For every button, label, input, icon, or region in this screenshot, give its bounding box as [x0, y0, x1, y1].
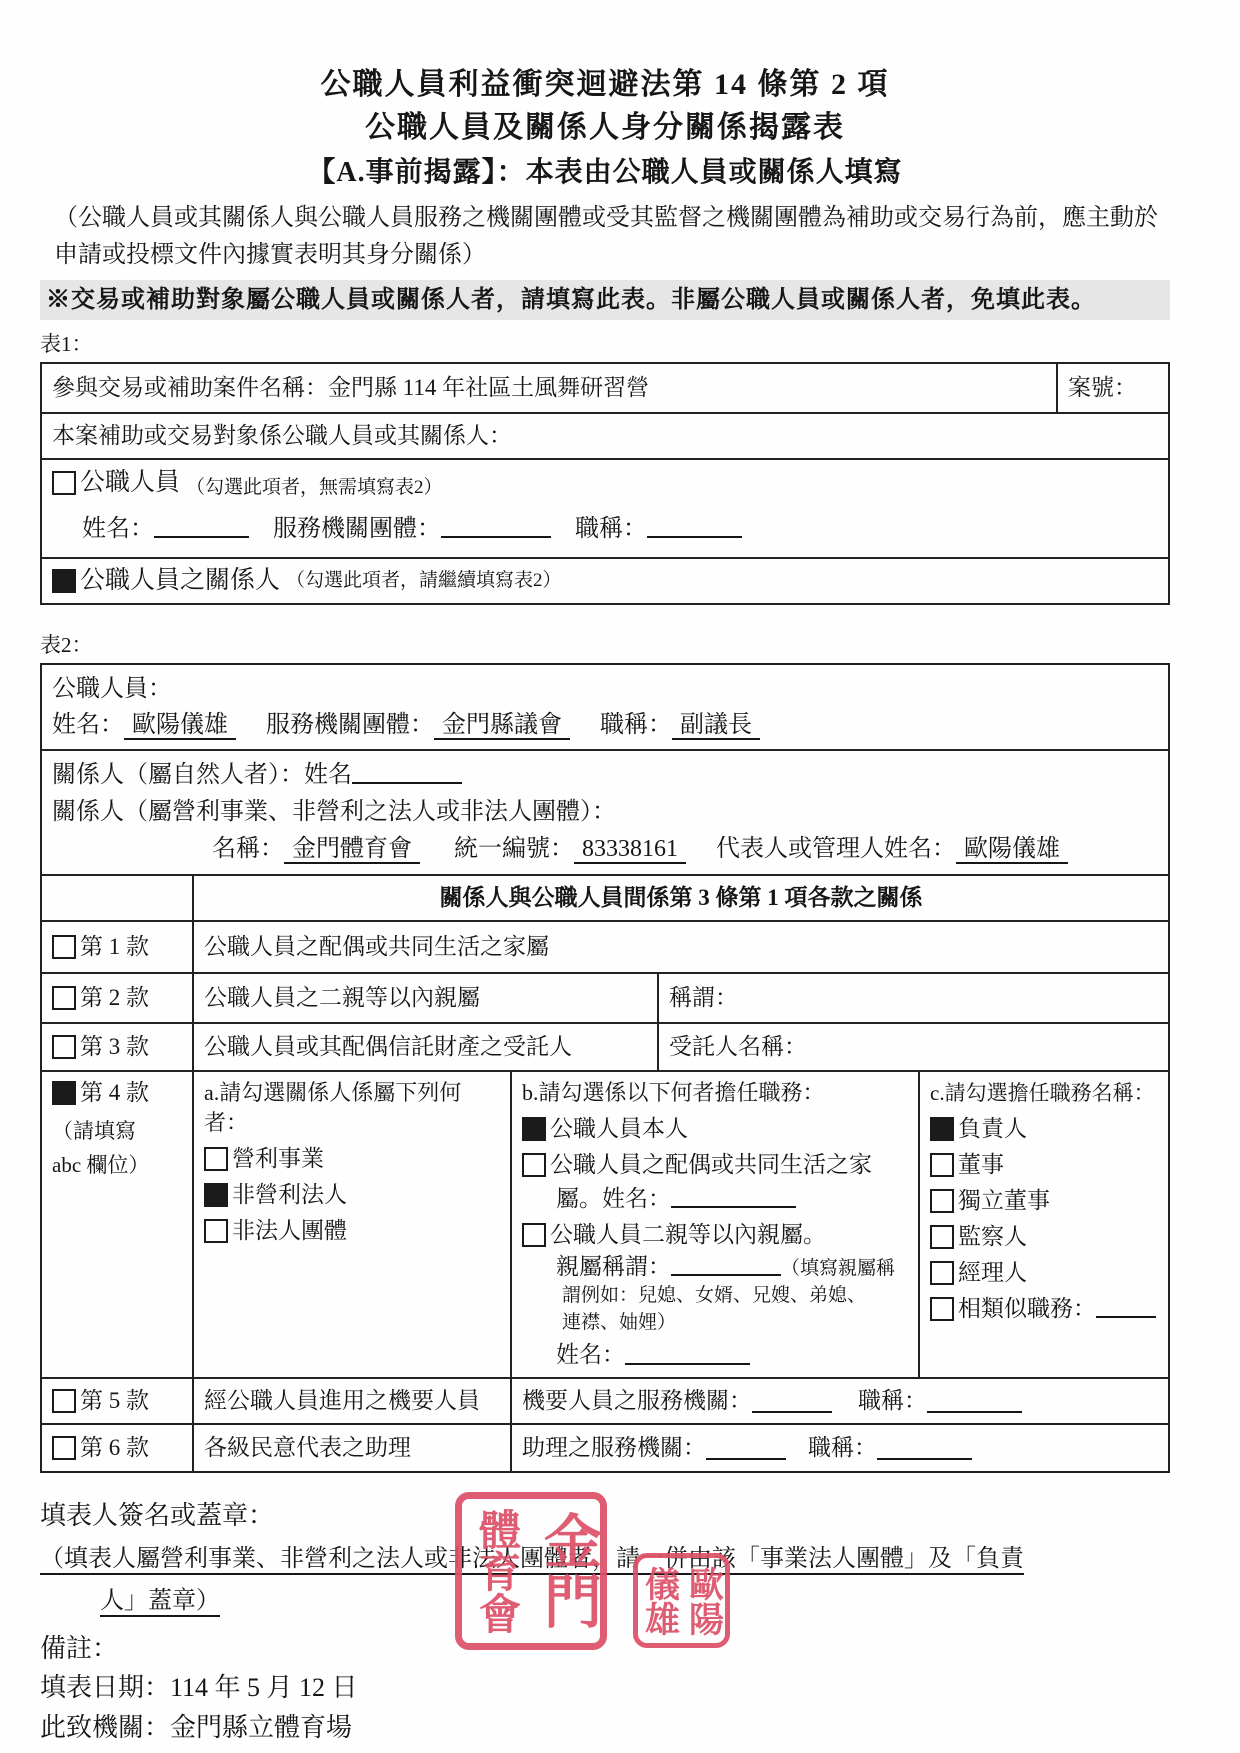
- public-official-note: （勾選此項者，無需填寫表2）: [186, 477, 443, 498]
- person-seal-right-column: 歐陽: [684, 1565, 724, 1636]
- form-title-section-a: 【A.事前揭露】：本表由公職人員或關係人填寫: [307, 157, 903, 188]
- org-uid-value: 83338161: [574, 836, 686, 864]
- clause2-no: 第 2 款: [80, 985, 149, 1011]
- clause6-desc-cell: [192, 1425, 510, 1471]
- clause6-title-label: 職稱：: [808, 1434, 877, 1460]
- col-a-opt1-label: 營利事業: [232, 1146, 324, 1172]
- col-b-opt2-label: 公職人員之配偶或共同生活之家: [550, 1152, 872, 1178]
- official-title-value: 副議長: [672, 712, 760, 740]
- table2: [40, 663, 1170, 1472]
- clause4-no-cell: [42, 1072, 192, 1376]
- official-agency-value: 金門縣議會: [434, 712, 570, 740]
- col-b-kin-note1: （填寫親屬稱: [781, 1258, 896, 1280]
- col-c-opt5-checkbox[interactable]: [930, 1261, 954, 1285]
- notice-bar: ※交易或補助對象屬公職人員或關係人者，請填寫此表。非屬公職人員或關係人者，免填此表。: [40, 280, 1170, 320]
- title-field-blank[interactable]: [647, 513, 742, 538]
- case-name-cell: [42, 364, 1056, 412]
- clause6-title-blank[interactable]: [877, 1436, 972, 1460]
- col-b-name-label: 姓名：: [556, 1342, 625, 1368]
- clause3-extra-label: 受託人名稱：: [669, 1034, 807, 1060]
- col-b-opt3-label: 公職人員二親等以內親屬。: [550, 1222, 826, 1248]
- official-name-value: 歐陽儀雄: [124, 712, 236, 740]
- name-field-blank[interactable]: [154, 513, 249, 538]
- col-b-heading: b.請勾選係以下何者擔任職務：: [522, 1080, 825, 1106]
- clause5-title-blank[interactable]: [927, 1389, 1022, 1413]
- form-title-name: 公職人員及關係人身分關係揭露表: [365, 111, 845, 144]
- clause5-desc: 經公職人員進用之機要人員: [204, 1387, 480, 1413]
- clause5-no: 第 5 款: [80, 1387, 149, 1413]
- related-natural-name-blank[interactable]: [352, 759, 462, 784]
- clause2-desc-cell: [192, 974, 657, 1022]
- clause4-note-line2: abc 欄位）: [52, 1153, 150, 1178]
- org-rep-label: 代表人或管理人姓名：: [716, 836, 956, 863]
- table2-label: 表2：: [40, 633, 93, 658]
- related-person-option-cell: [42, 559, 1168, 603]
- clause1-desc-cell: [192, 922, 1168, 972]
- clause4-col-a: [192, 1072, 510, 1376]
- case-number-label: 案號：: [1068, 375, 1137, 400]
- col-c-opt3-checkbox[interactable]: [930, 1189, 954, 1213]
- related-person-label: 公職人員之關係人: [80, 567, 281, 595]
- col-b-opt2-label2: 屬。姓名：: [556, 1186, 671, 1212]
- name-field-label: 姓名：: [82, 516, 154, 543]
- form-title-law: 公職人員利益衝突迴避法第 14 條第 2 項: [320, 68, 890, 101]
- relation-header-title: 關係人與公職人員間係第 3 條第 1 項各款之關係: [439, 885, 923, 911]
- related-org-label: 關係人（屬營利事業、非營利之法人或非法人團體）：: [52, 799, 616, 826]
- to-agency-line: 此致機關：金門縣立體育場: [40, 1712, 353, 1742]
- signer-note-line1: （填表人屬營利事業、非營利之法人或非法人團體者，請一併由該「事業法人團體」及「負責: [40, 1546, 1024, 1575]
- table1-label: 表1：: [40, 332, 93, 356]
- public-official-checkbox[interactable]: [52, 471, 76, 495]
- col-b-kin-blank[interactable]: [671, 1252, 781, 1276]
- agency-field-blank[interactable]: [441, 513, 551, 538]
- case-number-cell[interactable]: [1056, 364, 1168, 412]
- related-natural-label: 關係人（屬自然人者）：姓名: [52, 762, 352, 789]
- official-cell: [42, 665, 1168, 749]
- fill-date-line: 填表日期：114 年 5 月 12 日: [40, 1672, 358, 1702]
- public-official-option-cell: [42, 460, 1168, 557]
- clause5-title-label: 職稱：: [858, 1387, 927, 1413]
- col-a-opt3-label: 非法人團體: [232, 1218, 347, 1244]
- org-seal-right-column: 金門: [535, 1511, 600, 1631]
- clause3-desc: 公職人員或其配偶信託財產之受託人: [204, 1034, 572, 1060]
- intro-note: （公職人員或其關係人與公職人員服務之機關團體或受其監督之機關團體為補助或交易行為前，應主動於申請或投標文件內據實表明其身分關係）: [54, 205, 1158, 268]
- clause4-checkbox[interactable]: [52, 1081, 76, 1105]
- relation-header-empty-cell: [42, 876, 192, 920]
- official-heading: 公職人員：: [52, 676, 172, 703]
- col-c-opt4-checkbox[interactable]: [930, 1225, 954, 1249]
- clause1-no: 第 1 款: [80, 934, 149, 960]
- title-field-label: 職稱：: [575, 516, 647, 543]
- org-seal-stamp: [455, 1492, 607, 1650]
- col-b-kin-note3: 連襟、妯娌）: [562, 1312, 677, 1334]
- clause5-no-cell: [42, 1379, 192, 1423]
- clause5-checkbox[interactable]: [52, 1389, 76, 1413]
- clause2-desc: 公職人員之二親等以內親屬: [204, 985, 480, 1011]
- col-a-heading2: 者：: [204, 1110, 249, 1136]
- person-seal-left-column: 儀雄: [640, 1565, 680, 1636]
- col-b-kin-note2: 謂例如：兒媳、女婿、兄嫂、弟媳、: [562, 1285, 867, 1307]
- col-c-opt4-label: 監察人: [958, 1224, 1027, 1250]
- clause6-no-cell: [42, 1425, 192, 1471]
- org-seal-left-column: 體育會: [473, 1508, 519, 1634]
- col-c-similar-blank[interactable]: [1096, 1294, 1156, 1318]
- public-official-fields: [52, 513, 1158, 545]
- org-rep-value: 歐陽儀雄: [956, 836, 1068, 864]
- clause3-no-cell: [42, 1024, 192, 1070]
- clause5-extra-cell: [510, 1379, 1168, 1423]
- subject-line-cell: [42, 414, 1168, 458]
- col-a-heading: a.請勾選關係人係屬下列何: [204, 1080, 462, 1106]
- col-c-opt5-label: 經理人: [958, 1260, 1027, 1286]
- clause5-desc-cell: [192, 1379, 510, 1423]
- clause2-checkbox[interactable]: [52, 986, 76, 1010]
- signer-label: 填表人簽名或蓋章：: [40, 1500, 275, 1530]
- col-c-opt6-checkbox[interactable]: [930, 1297, 954, 1321]
- clause6-no: 第 6 款: [80, 1434, 149, 1460]
- clause2-no-cell: [42, 974, 192, 1022]
- clause1-checkbox[interactable]: [52, 935, 76, 959]
- clause3-checkbox[interactable]: [52, 1035, 76, 1059]
- col-b-opt1-label: 公職人員本人: [550, 1116, 688, 1142]
- related-person-cell: [42, 751, 1168, 874]
- col-c-opt2-checkbox[interactable]: [930, 1153, 954, 1177]
- col-b-opt2-checkbox[interactable]: [522, 1153, 546, 1177]
- clause4-col-c: [918, 1072, 1168, 1376]
- table1: [40, 362, 1170, 605]
- clause6-checkbox[interactable]: [52, 1436, 76, 1460]
- official-agency-label: 服務機關團體：: [266, 712, 434, 739]
- clause2-extra-cell[interactable]: [657, 974, 1168, 1022]
- clause6-desc: 各級民意代表之助理: [204, 1434, 411, 1460]
- clause5-agency-label: 機要人員之服務機關：: [522, 1387, 752, 1413]
- col-b-name-blank[interactable]: [625, 1340, 750, 1364]
- clause6-agency-label: 助理之服務機關：: [522, 1434, 706, 1460]
- clause4-col-b: [510, 1072, 918, 1376]
- agency-field-label: 服務機關團體：: [273, 516, 441, 543]
- case-name-value: 金門縣 114 年社區土風舞研習營: [328, 375, 650, 400]
- clause4-note-line1: （請填寫: [52, 1119, 136, 1144]
- col-c-opt2-label: 董事: [958, 1152, 1004, 1178]
- col-c-heading: c.請勾選擔任職務名稱：: [930, 1081, 1155, 1106]
- related-person-note: （勾選此項者，請繼續填寫表2）: [286, 570, 562, 592]
- official-title-label: 職稱：: [600, 712, 672, 739]
- col-b-kin-label: 親屬稱謂：: [556, 1254, 671, 1280]
- org-name-value: 金門體育會: [284, 836, 420, 864]
- subject-line: 本案補助或交易對象係公職人員或其關係人：: [52, 423, 512, 448]
- clause2-extra-label: 稱謂：: [669, 985, 738, 1011]
- col-b-opt1-checkbox[interactable]: [522, 1117, 546, 1141]
- public-official-label: 公職人員: [80, 469, 181, 496]
- org-uid-label: 統一編號：: [454, 836, 574, 863]
- clause3-no: 第 3 款: [80, 1034, 149, 1060]
- col-a-opt3-checkbox[interactable]: [204, 1219, 228, 1243]
- col-b-spouse-name-blank[interactable]: [671, 1184, 796, 1208]
- col-c-opt1-checkbox[interactable]: [930, 1117, 954, 1141]
- clause6-extra-cell: [510, 1425, 1168, 1471]
- col-b-opt3-checkbox[interactable]: [522, 1223, 546, 1247]
- clause5-agency-blank[interactable]: [752, 1389, 832, 1413]
- col-c-opt6-label: 相類似職務：: [958, 1296, 1096, 1322]
- remark-label: 備註：: [40, 1633, 119, 1663]
- clause4-no: 第 4 款: [80, 1080, 149, 1106]
- official-name-label: 姓名：: [52, 712, 124, 739]
- signer-note-line2: 人」蓋章）: [100, 1588, 220, 1617]
- related-person-checkbox[interactable]: [52, 569, 76, 593]
- clause6-agency-blank[interactable]: [706, 1436, 786, 1460]
- col-c-opt1-label: 負責人: [958, 1116, 1027, 1142]
- clause1-desc: 公職人員之配偶或共同生活之家屬: [204, 934, 549, 960]
- col-a-opt2-checkbox[interactable]: [204, 1183, 228, 1207]
- org-name-label: 名稱：: [212, 836, 284, 863]
- case-name-label: 參與交易或補助案件名稱：: [52, 375, 328, 400]
- relation-header-cell: [192, 876, 1168, 920]
- person-seal-stamp: [633, 1553, 730, 1648]
- col-c-opt3-label: 獨立董事: [958, 1188, 1050, 1214]
- clause1-no-cell: [42, 922, 192, 972]
- col-a-opt2-label: 非營利法人: [232, 1182, 347, 1208]
- col-a-opt1-checkbox[interactable]: [204, 1147, 228, 1171]
- clause3-desc-cell: [192, 1024, 657, 1070]
- clause3-extra-cell[interactable]: [657, 1024, 1168, 1070]
